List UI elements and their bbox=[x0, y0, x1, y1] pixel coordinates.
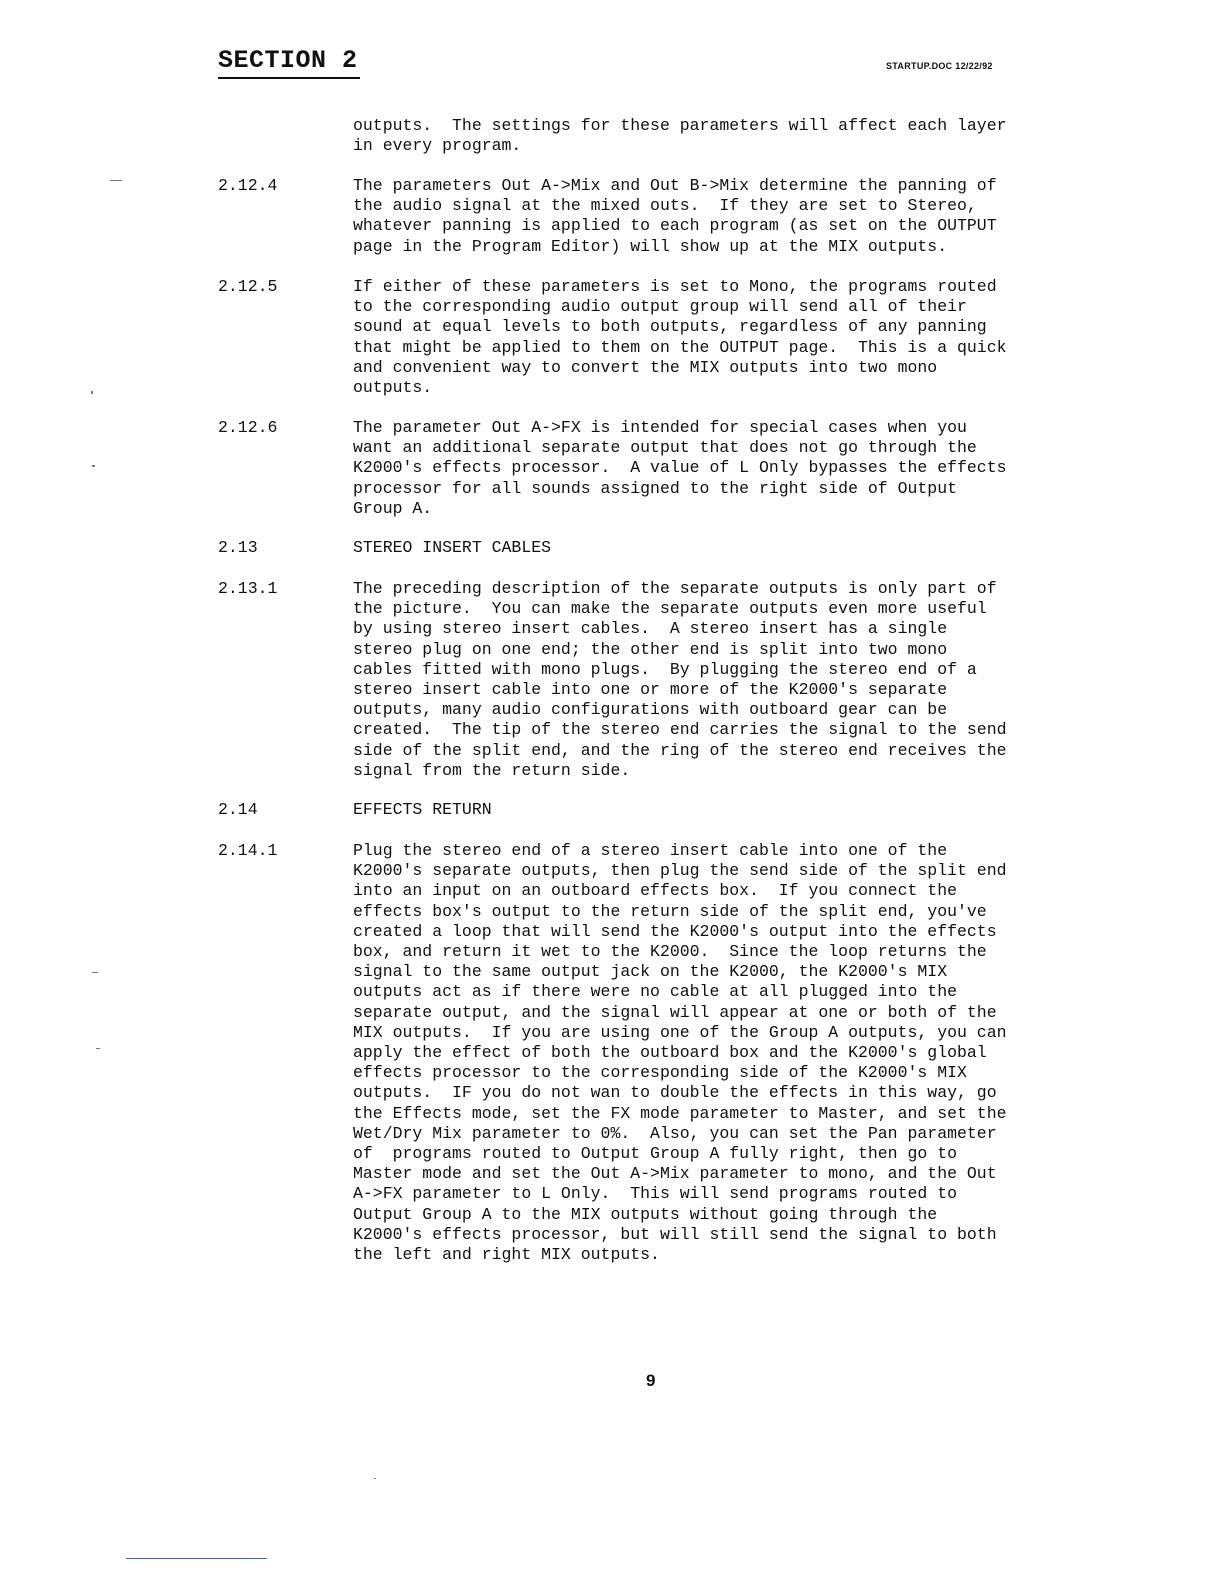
scan-mark bbox=[110, 180, 122, 181]
paragraph-number: 2.12.5 bbox=[218, 277, 278, 296]
paragraph-text: outputs. The settings for these parameters will affect each layer in every program. bbox=[353, 116, 1007, 156]
paragraph-number: 2.14 bbox=[218, 800, 258, 819]
paragraph-number: 2.12.6 bbox=[218, 418, 278, 437]
document-info: STARTUP.DOC 12/22/92 bbox=[886, 61, 993, 71]
scan-mark bbox=[92, 465, 95, 467]
section-title: SECTION 2 bbox=[218, 46, 358, 75]
scan-mark bbox=[96, 1048, 100, 1049]
paragraph-text: Plug the stereo end of a stereo insert cable into one of the K2000's separate outputs, then plug the send side of the split end into an input on an outboard effects box. If you connect the effects box's output to the return side of the split end, you've created a loop that will send the K2000's output into the effects box, and return it wet to the K2000. Since the loop returns the signal to the same output jack on the K2000, the K2000's MIX outputs act as if there were no cable at all plugged into the separate output, and the signal will appear at one or both of the MIX outputs. If you are using one of the Group A outputs, you can apply the effect of both the outboard box and the K2000's global effects processor to the corresponding side of the K2000's MIX outputs. IF you do not wan to double the effects in this way, go the Effects mode, set the FX mode parameter to Master, and set the Wet/Dry Mix parameter to 0%. Also, you can set the Pan parameter of programs routed to Output Group A fully right, then go to Master mode and set the Out A->Mix parameter to mono, and the Out A->FX parameter to L Only. This will send programs routed to Output Group A to the MIX outputs without going through the K2000's effects processor, but will still send the signal to both the left and right MIX outputs. bbox=[353, 841, 1007, 1265]
section-heading: EFFECTS RETURN bbox=[353, 800, 492, 819]
paragraph-number: 2.13.1 bbox=[218, 579, 278, 598]
paragraph-number: 2.12.4 bbox=[218, 176, 278, 195]
paragraph-text: The preceding description of the separate outputs is only part of the picture. You can make the separate outputs even more useful by using stereo insert cables. A stereo insert has a single stereo plug on one end; the other end is split into two mono cables fitted with mono plugs. By plugging the stereo end of a stereo insert cable into one or more of the K2000's separate outputs, many audio configurations with outboard gear can be created. The tip of the stereo end carries the signal to the send side of the split end, and the ring of the stereo end receives the signal from the return side. bbox=[353, 579, 1007, 780]
paragraph-text: The parameter Out A->FX is intended for special cases when you want an additional separate output that does not go through the K2000's effects processor. A value of L Only bypasses the effects processor for all sounds assigned to the right side of Output Group A. bbox=[353, 418, 1007, 518]
scan-mark bbox=[92, 972, 98, 973]
section-heading: STEREO INSERT CABLES bbox=[353, 538, 552, 557]
page-number: 9 bbox=[646, 1371, 656, 1390]
section-title-underline bbox=[218, 77, 360, 79]
footer-rule bbox=[126, 1558, 267, 1559]
paragraph-text: If either of these parameters is set to Mono, the programs routed to the corresponding audio output group will send all of their sound at equal levels to both outputs, regardless of any panning that might be applied to them on the OUTPUT page. This is a quick and convenient way to convert the MIX outputs into two mono outputs. bbox=[353, 277, 1007, 398]
paragraph-number: 2.13 bbox=[218, 538, 258, 557]
paragraph-number: 2.14.1 bbox=[218, 841, 278, 860]
scan-mark bbox=[374, 1478, 376, 1479]
paragraph-text: The parameters Out A->Mix and Out B->Mix determine the panning of the audio signal at the mixed outs. If they are set to Stereo, whatever panning is applied to each program (as set on the OUTPUT page in the Program Editor) will show up at the MIX outputs. bbox=[353, 176, 997, 256]
scan-mark bbox=[91, 391, 93, 394]
